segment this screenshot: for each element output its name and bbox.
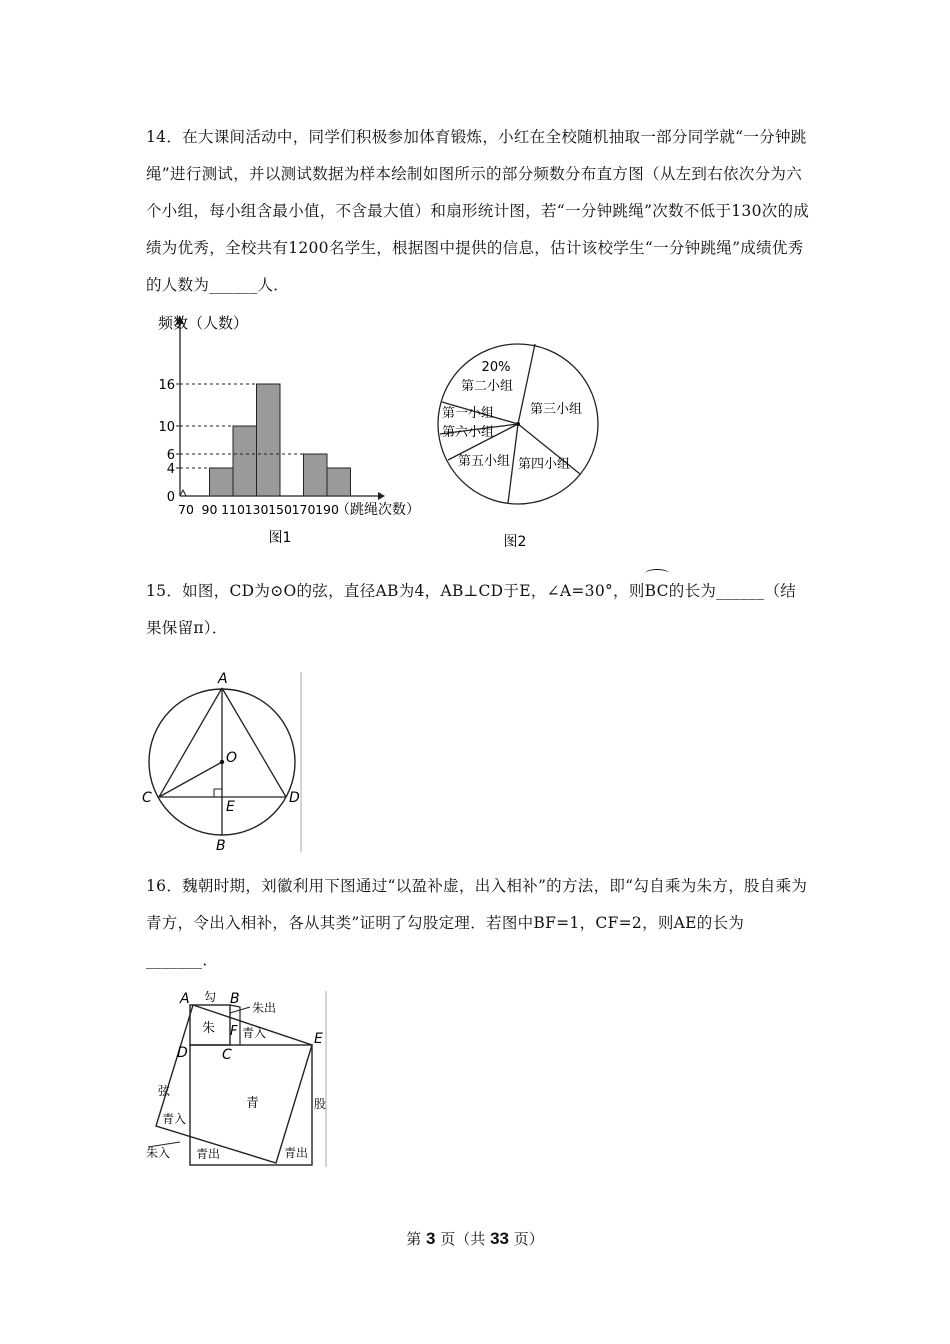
point-b: B (216, 838, 226, 854)
histogram-bar (257, 384, 281, 496)
pie-slice-label: 第二小组 (460, 379, 514, 394)
pie-percent-label: 20% (481, 360, 511, 375)
pie-center (516, 422, 520, 426)
x-tick-label: 170 (291, 502, 316, 517)
x-axis-title: （跳绳次数） (336, 502, 420, 518)
histogram-bar (304, 454, 328, 496)
point-e: E (226, 799, 235, 815)
y-tick-label: 10 (158, 420, 175, 435)
histogram-bar (327, 468, 351, 496)
y-tick-label: 6 (166, 448, 175, 463)
histogram-bar (233, 426, 257, 496)
point-a: A (218, 671, 228, 687)
page-number: 3 (426, 1229, 436, 1248)
liuhui-figure (140, 985, 335, 1175)
question-14: 14．在大课间活动中，同学们积极参加体育锻炼，小红在全校随机抽取一部分同学就“一分钟跳绳”进行测试，并以测试数据为样本绘制如图所示的部分频数分布直方图（从左到右依次分为六个小组，每小组含最小值，不含最大值）和扇形统计图，若“一分钟跳绳”次数不低于130次的成绩为优秀，全校共有1200名学生，根据图中提供的信息，估计该校学生“一分钟跳绳”成绩优秀的人数为______人． (146, 128, 810, 294)
pie-slice-label: 第六小组 (441, 425, 495, 440)
arc-bc: BC (645, 573, 669, 610)
label-qingru-top: 青入 (242, 1026, 267, 1040)
y-tick-label: 4 (166, 462, 175, 477)
right-angle-mark (214, 789, 222, 797)
label-qingchu-right: 青出 (284, 1146, 309, 1160)
pie-slice-label: 第四小组 (517, 457, 571, 472)
segment-ad (222, 688, 286, 797)
label-qing: 青 (246, 1096, 260, 1111)
x-tick-label: 130 (244, 502, 269, 517)
label-zhuru: 朱入 (146, 1146, 171, 1160)
y-axis-title: 频数（人数） (158, 314, 249, 332)
question-15 (146, 573, 810, 647)
point-d: D (177, 1045, 188, 1061)
histogram-figure (140, 310, 450, 550)
label-zhu: 朱 (202, 1021, 216, 1036)
label-gu: 股 (314, 1097, 327, 1111)
x-tick-label: 110 (221, 502, 245, 517)
label-gou: 勾 (204, 990, 217, 1004)
point-f: F (230, 1024, 238, 1039)
point-b: B (230, 991, 240, 1007)
y-tick-label: 0 (166, 490, 175, 505)
point-e: E (314, 1031, 323, 1047)
point-d: D (289, 790, 300, 806)
x-axis-arrow (378, 492, 385, 500)
label-xian: 弦 (158, 1084, 171, 1098)
question-16: 16．魏朝时期，刘徽利用下图通过“以盈补虚，出入相补”的方法，即“勾自乘为朱方，股自乘为青方，令出入相补，各从其类”证明了勾股定理．若图中BF=1，CF=2，则AE的长为_______． (146, 877, 808, 969)
circle-figure (138, 668, 308, 858)
x-tick-label: 70 (178, 502, 194, 517)
pie-slice-label: 第三小组 (529, 402, 583, 417)
x-tick-label: 150 (268, 502, 292, 517)
pie-caption: 图2 (503, 534, 527, 550)
point-o: O (226, 750, 238, 766)
point-c: C (222, 1047, 232, 1063)
pie-slice-label: 第一小组 (441, 406, 495, 421)
label-qingru-left: 青入 (162, 1112, 187, 1126)
histogram-bar (210, 468, 234, 496)
x-tick-label: 90 (201, 502, 218, 517)
label-qingchu-bottom: 青出 (196, 1147, 221, 1161)
point-a: A (180, 991, 190, 1007)
page-total: 33 (490, 1229, 509, 1248)
x-tick-label: 190 (315, 502, 339, 517)
histogram-caption: 图1 (268, 530, 292, 546)
point-c: C (142, 790, 152, 806)
y-tick-label: 16 (158, 378, 175, 393)
q15-text-after: 的长为______（结果保留π）． (146, 582, 797, 637)
pie-figure (432, 320, 602, 560)
page-footer: 第 3 页（共 33 页） (406, 1229, 544, 1248)
segment-ac (159, 688, 222, 797)
pie-slice-label: 第五小组 (457, 454, 511, 469)
label-zhuchu: 朱出 (252, 1001, 277, 1015)
q15-text-before: 15．如图，CD为⊙O的弦，直径AB为4，AB⊥CD于E，∠A=30°，则 (146, 582, 645, 600)
axis-break (180, 490, 186, 496)
center-o (220, 760, 224, 764)
